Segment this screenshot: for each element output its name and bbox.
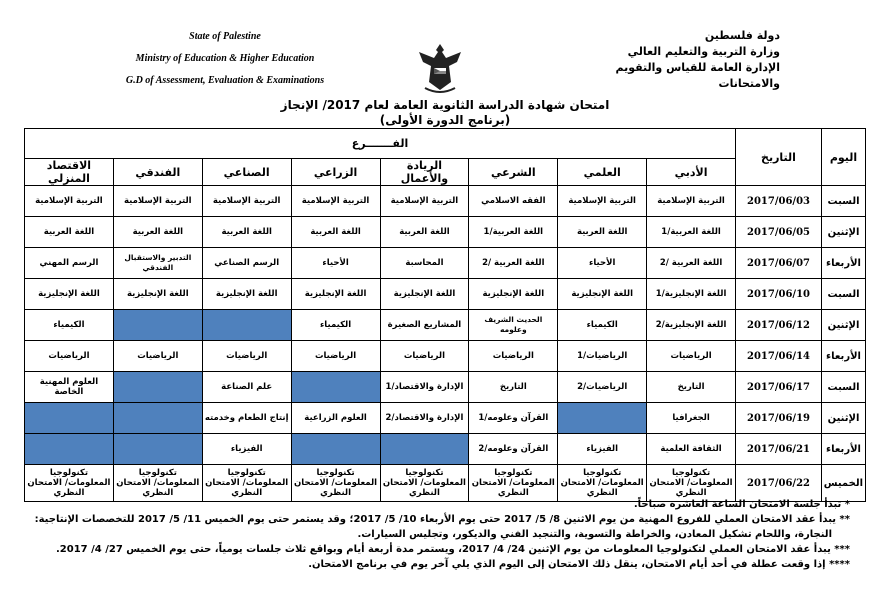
subject-cell: تكنولوجيا المعلومات/ الامتحان النظري bbox=[647, 465, 736, 502]
header-en-line: Ministry of Education & Higher Education bbox=[135, 53, 315, 64]
subject-cell: اللغة العربية bbox=[202, 217, 291, 248]
day-cell: السبت bbox=[822, 372, 866, 403]
subject-cell: اللغة الإنجليزية/1 bbox=[647, 279, 736, 310]
subject-cell: الرياضيات bbox=[291, 341, 380, 372]
subject-cell: الرياضيات/1 bbox=[558, 341, 647, 372]
subject-cell: الرياضيات bbox=[380, 341, 469, 372]
header-ar-line: دولة فلسطين bbox=[704, 29, 780, 42]
subject-cell: اللغة العربية /2 bbox=[647, 248, 736, 279]
subject-cell: اللغة الإنجليزية/2 bbox=[647, 310, 736, 341]
subject-cell: الرسم الصناعي bbox=[202, 248, 291, 279]
subject-cell: الثقافة العلمية bbox=[647, 434, 736, 465]
header-en-line: G.D of Assessment, Evaluation & Examinations bbox=[125, 75, 325, 86]
subject-cell: العلوم الزراعية bbox=[291, 403, 380, 434]
branch-column-header: الصناعي bbox=[202, 159, 291, 186]
empty-subject-cell bbox=[380, 434, 469, 465]
subject-cell: اللغة الإنجليزية bbox=[469, 279, 558, 310]
date-cell: 2017/06/21 bbox=[736, 434, 822, 465]
subject-cell: تكنولوجيا المعلومات/ الامتحان النظري bbox=[113, 465, 202, 502]
subject-cell: اللغة العربية bbox=[113, 217, 202, 248]
note-3: *** يبدأ عقد الامتحان العملي لتكنولوجيا المعلومات من يوم الإثنين 24/ 4/ 2017، ويستمر مدة أربعة أيام وبواقع ثلاث جلسات يومياً، حتى يوم الخميس 27/ 4/ 2017. bbox=[55, 544, 850, 555]
empty-subject-cell bbox=[291, 434, 380, 465]
date-cell: 2017/06/05 bbox=[736, 217, 822, 248]
day-cell: الأربعاء bbox=[822, 248, 866, 279]
header-en-line: State of Palestine bbox=[189, 31, 261, 42]
branch-column-header: الأدبي bbox=[647, 159, 736, 186]
table-row bbox=[25, 248, 866, 279]
subject-cell: اللغة العربية bbox=[380, 217, 469, 248]
table-row bbox=[25, 434, 866, 465]
subject-cell: تكنولوجيا المعلومات/ الامتحان النظري bbox=[25, 465, 114, 502]
subject-cell: الفيزياء bbox=[558, 434, 647, 465]
note-4: **** إذا وقعت عطلة في أحد أيام الامتحان، ينقل ذلك الامتحان إلى اليوم الذي يلي آخر يوم في برنامج الامتحان. bbox=[308, 559, 850, 570]
branch-column-header: الريادة والأعمال bbox=[380, 159, 469, 186]
exam-title: امتحان شهادة الدراسة الثانوية العامة لعام 2017/ الإنجاز bbox=[280, 98, 610, 112]
branch-header: الفـــــــرع bbox=[25, 129, 736, 159]
subject-cell: الإدارة والاقتصاد/2 bbox=[380, 403, 469, 434]
date-cell: 2017/06/03 bbox=[736, 186, 822, 217]
subject-cell: التربية الإسلامية bbox=[558, 186, 647, 217]
subject-cell: تكنولوجيا المعلومات/ الامتحان النظري bbox=[558, 465, 647, 502]
subject-cell: الرياضيات bbox=[202, 341, 291, 372]
subject-cell: الفقه الاسلامي bbox=[469, 186, 558, 217]
subject-cell: الرياضيات bbox=[25, 341, 114, 372]
table-row bbox=[25, 465, 866, 502]
subject-cell: الأحياء bbox=[558, 248, 647, 279]
header-ar-line: الإدارة العامة للقياس والتقويم والامتحانات bbox=[615, 61, 780, 90]
subject-cell: الجغرافيا bbox=[647, 403, 736, 434]
subject-cell: اللغة الإنجليزية bbox=[202, 279, 291, 310]
empty-subject-cell bbox=[202, 310, 291, 341]
subject-cell: تكنولوجيا المعلومات/ الامتحان النظري bbox=[380, 465, 469, 502]
subject-cell: اللغة الإنجليزية bbox=[558, 279, 647, 310]
subject-cell: اللغة الإنجليزية bbox=[113, 279, 202, 310]
empty-subject-cell bbox=[25, 403, 114, 434]
subject-cell: التاريخ bbox=[469, 372, 558, 403]
table-row bbox=[25, 310, 866, 341]
day-cell: الإثنين bbox=[822, 217, 866, 248]
subject-cell: اللغة العربية/1 bbox=[647, 217, 736, 248]
empty-subject-cell bbox=[558, 403, 647, 434]
empty-subject-cell bbox=[113, 310, 202, 341]
branch-column-header: الشرعي bbox=[469, 159, 558, 186]
subject-cell: التربية الإسلامية bbox=[291, 186, 380, 217]
empty-subject-cell bbox=[113, 434, 202, 465]
subject-cell: التربية الإسلامية bbox=[113, 186, 202, 217]
subject-cell: تكنولوجيا المعلومات/ الامتحان النظري bbox=[202, 465, 291, 502]
subject-cell: التاريخ bbox=[647, 372, 736, 403]
table-row bbox=[25, 217, 866, 248]
subject-cell: المشاريع الصغيرة bbox=[380, 310, 469, 341]
date-cell: 2017/06/12 bbox=[736, 310, 822, 341]
subject-cell: العلوم المهنية الخاصة bbox=[25, 372, 114, 403]
note-2-continued: النجارة، واللحام تشكيل المعادن، والخراطة والتسوية، والتنجيد الفني والديكور، وتجليس السيارات. bbox=[357, 529, 832, 540]
table-row bbox=[25, 279, 866, 310]
day-cell: الخميس bbox=[822, 465, 866, 502]
subject-cell: الفيزياء bbox=[202, 434, 291, 465]
subject-cell: التربية الإسلامية bbox=[380, 186, 469, 217]
subject-cell: إنتاج الطعام وخدمته bbox=[202, 403, 291, 434]
subject-cell: اللغة العربية /2 bbox=[469, 248, 558, 279]
subject-cell: علم الصناعة bbox=[202, 372, 291, 403]
arabic-header bbox=[580, 28, 780, 90]
subject-cell: الحديث الشريف وعلومه bbox=[469, 310, 558, 341]
day-cell: الأربعاء bbox=[822, 341, 866, 372]
subject-cell: الكيمياء bbox=[291, 310, 380, 341]
table-row bbox=[25, 186, 866, 217]
subject-cell: التربية الإسلامية bbox=[25, 186, 114, 217]
note-1: * تبدأ جلسة الامتحان الساعة العاشرة صباحاً. bbox=[633, 499, 850, 510]
subject-cell: اللغة العربية bbox=[25, 217, 114, 248]
subject-cell: الرياضيات bbox=[469, 341, 558, 372]
subject-cell: الرياضيات/2 bbox=[558, 372, 647, 403]
empty-subject-cell bbox=[25, 434, 114, 465]
date-cell: 2017/06/07 bbox=[736, 248, 822, 279]
subject-cell: اللغة العربية bbox=[558, 217, 647, 248]
subject-cell: تكنولوجيا المعلومات/ الامتحان النظري bbox=[291, 465, 380, 502]
subject-cell: اللغة الإنجليزية bbox=[291, 279, 380, 310]
branch-column-header: العلمي bbox=[558, 159, 647, 186]
branch-column-header: الاقتصاد المنزلي bbox=[25, 159, 114, 186]
exam-subtitle: (برنامج الدورة الأولى) bbox=[379, 113, 511, 127]
date-cell: 2017/06/17 bbox=[736, 372, 822, 403]
subject-cell: تكنولوجيا المعلومات/ الامتحان النظري bbox=[469, 465, 558, 502]
date-cell: 2017/06/14 bbox=[736, 341, 822, 372]
subject-cell: الرسم المهني bbox=[25, 248, 114, 279]
date-header: التاريخ bbox=[736, 129, 822, 186]
exam-schedule-table bbox=[24, 128, 866, 502]
branch-column-header: الزراعي bbox=[291, 159, 380, 186]
note-2: ** يبدأ عقد الامتحان العملي للفروع المهنية من يوم الاثنين 8/ 5/ 2017 حتى يوم الأربعاء 10/ 5/ 2017؛ وقد يستمر حتى يوم الخميس 11/ 5/ 2017 للتخصصات الإنتاجية: bbox=[34, 514, 850, 525]
subject-cell: اللغة الإنجليزية bbox=[25, 279, 114, 310]
date-cell: 2017/06/19 bbox=[736, 403, 822, 434]
day-cell: الإثنين bbox=[822, 310, 866, 341]
subject-cell: اللغة العربية bbox=[291, 217, 380, 248]
subject-cell: اللغة الإنجليزية bbox=[380, 279, 469, 310]
subject-cell: الرياضيات bbox=[647, 341, 736, 372]
palestine-eagle-emblem-icon bbox=[411, 38, 469, 96]
subject-cell: التدبير والاستقبال الفندقي bbox=[113, 248, 202, 279]
date-cell: 2017/06/22 bbox=[736, 465, 822, 502]
day-cell: السبت bbox=[822, 186, 866, 217]
branch-column-header: الفندقي bbox=[113, 159, 202, 186]
date-cell: 2017/06/10 bbox=[736, 279, 822, 310]
subject-cell: القرآن وعلومه/1 bbox=[469, 403, 558, 434]
table-row bbox=[25, 403, 866, 434]
subject-cell: الكيمياء bbox=[25, 310, 114, 341]
day-header: اليوم bbox=[822, 129, 866, 186]
english-header bbox=[110, 30, 340, 96]
subject-cell: التربية الإسلامية bbox=[647, 186, 736, 217]
table-row bbox=[25, 341, 866, 372]
subject-cell: القرآن وعلومه/2 bbox=[469, 434, 558, 465]
day-cell: الأربعاء bbox=[822, 434, 866, 465]
table-row bbox=[25, 372, 866, 403]
subject-cell: اللغة العربية/1 bbox=[469, 217, 558, 248]
empty-subject-cell bbox=[291, 372, 380, 403]
subject-cell: الرياضيات bbox=[113, 341, 202, 372]
empty-subject-cell bbox=[113, 403, 202, 434]
subject-cell: المحاسبة bbox=[380, 248, 469, 279]
subject-cell: التربية الإسلامية bbox=[202, 186, 291, 217]
empty-subject-cell bbox=[113, 372, 202, 403]
subject-cell: الأحياء bbox=[291, 248, 380, 279]
day-cell: السبت bbox=[822, 279, 866, 310]
subject-cell: الإدارة والاقتصاد/1 bbox=[380, 372, 469, 403]
notes bbox=[30, 497, 850, 572]
day-cell: الإثنين bbox=[822, 403, 866, 434]
header-ar-line: وزارة التربية والتعليم العالي bbox=[627, 45, 780, 58]
subject-cell: الكيمياء bbox=[558, 310, 647, 341]
